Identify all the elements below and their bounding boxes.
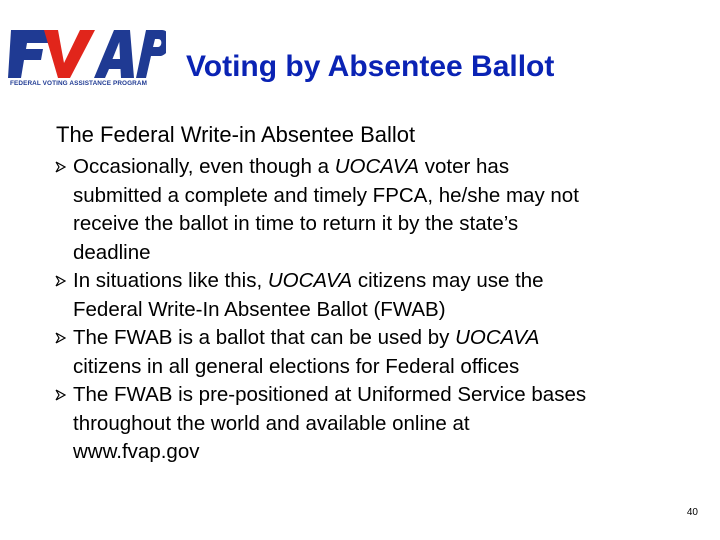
bullet-line: The FWAB is pre-positioned at Uniformed Service bases (73, 383, 587, 406)
bullet-item (56, 153, 696, 267)
bullet-line: receive the ballot in time to return it by the state’s (73, 212, 519, 235)
fvap-logo (8, 10, 166, 92)
arrowhead-bullet-icon (55, 332, 66, 344)
bullet-item (56, 267, 696, 324)
bullet-line: Federal Write-In Absentee Ballot (FWAB) (73, 297, 446, 321)
bullet-line-url: www.fvap.gov (73, 440, 200, 463)
bullet-list (56, 153, 696, 467)
bullet-line: citizens in all general elections for Federal offices (73, 354, 520, 378)
bullet-item (56, 381, 696, 467)
bullet-item (56, 324, 696, 381)
bullet-line: submitted a complete and timely FPCA, he/she may not (73, 183, 579, 207)
bullet-line: In situations like this, UOCAVA citizens may use the (73, 269, 544, 292)
logo-subtitle: FEDERAL VOTING ASSISTANCE PROGRAM (10, 80, 148, 87)
bullet-line: The FWAB is a ballot that can be used by UOCAVA (73, 326, 540, 349)
bullet-line: Occasionally, even though a UOCAVA voter has (73, 155, 510, 178)
slide-title: Voting by Absentee Ballot (186, 50, 555, 83)
page-number: 40 (686, 507, 698, 518)
fvap-logo-mark (8, 10, 166, 82)
arrowhead-bullet-icon (55, 161, 66, 173)
slide-subtitle: The Federal Write-in Absentee Ballot (56, 122, 416, 147)
arrowhead-bullet-icon (55, 275, 66, 287)
bullet-line: throughout the world and available online at (73, 411, 470, 435)
bullet-line: deadline (73, 240, 151, 264)
arrowhead-bullet-icon (55, 389, 66, 401)
